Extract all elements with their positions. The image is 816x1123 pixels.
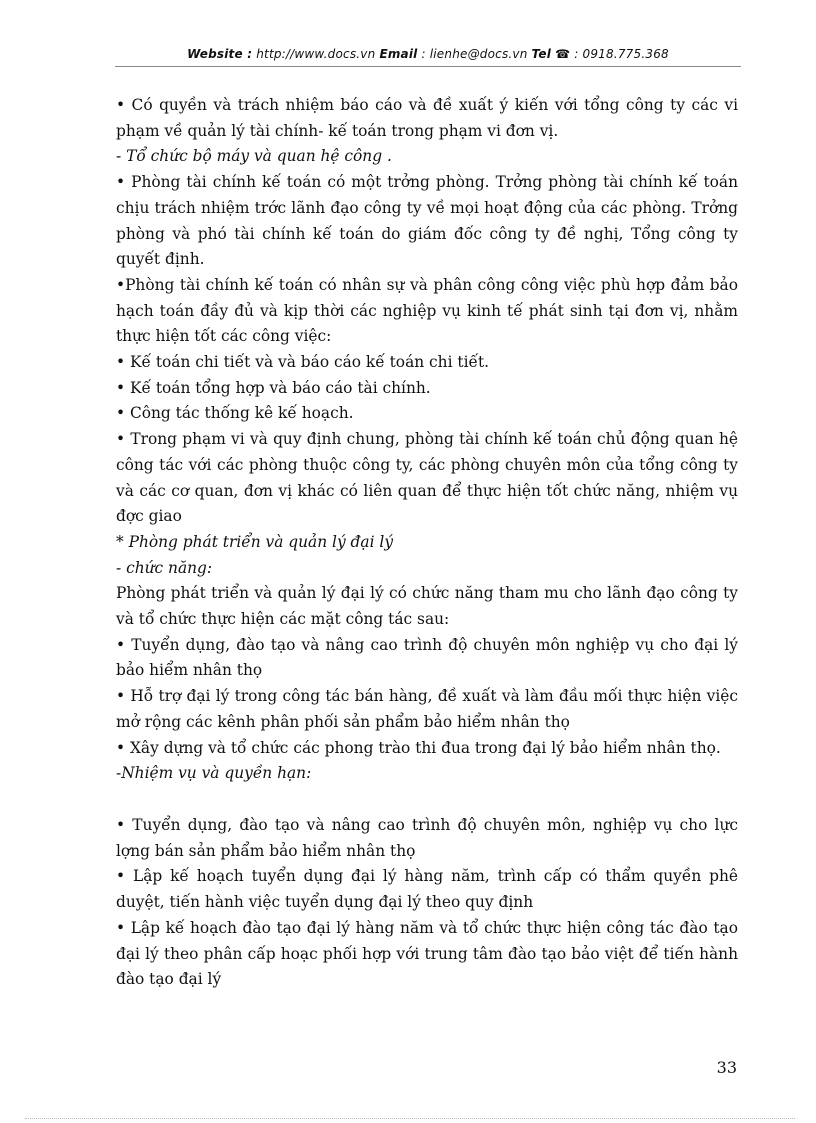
phone-icon: ☎ xyxy=(555,47,571,61)
paragraph: •Phòng tài chính kế toán có nhân sự và phân công công việc phù hợp đảm bảo hạch toán đầy đủ và kịp thời các nghiệp vụ kinh tế phát sinh tại đơn vị, nhằm thực hiện tốt các công việc: xyxy=(116,275,738,346)
header-divider xyxy=(115,66,741,67)
list-item: • Lập kế hoạch tuyển dụng đại lý hàng năm, trình cấp có thẩm quyền phê duyệt, tiến hành việc tuyển dụng đại lý theo quy định xyxy=(116,867,738,912)
paragraph: Phòng phát triển và quản lý đại lý có chức năng tham mu cho lãnh đạo công ty và tổ chức thực hiện các mặt công tác sau: xyxy=(116,584,738,629)
page-number: 33 xyxy=(716,1058,737,1077)
list-item: • Kế toán chi tiết và và báo cáo kế toán chi tiết. xyxy=(116,353,490,372)
list-item: • Công tác thống kê kế hoạch. xyxy=(116,404,354,423)
subsection-heading: -Nhiệm vụ và quyền hạn: xyxy=(116,764,312,783)
list-item: • Lập kế hoạch đào tạo đại lý hàng năm và tổ chức thực hiện công tác đào tạo đại lý theo phân cấp hoạc phối hợp với trung tâm đào tạo bảo việt để tiến hành đào tạo đại lý xyxy=(116,918,738,989)
list-item: • Hỗ trợ đại lý trong công tác bán hàng, đề xuất và làm đầu mối thực hiện việc mở rộng các kênh phân phối sản phẩm bảo hiểm nhân thọ xyxy=(116,687,738,731)
subsection-heading: - chức năng: xyxy=(116,558,213,577)
list-item: • Tuyển dụng, đào tạo và nâng cao trình độ chuyên môn nghiệp vụ cho đại lý bảo hiểm nhân thọ xyxy=(116,635,738,680)
list-item: • Tuyển dụng, đào tạo và nâng cao trình độ chuyên môn, nghiệp vụ cho lực lợng bán sản phẩm bảo hiểm nhân thọ xyxy=(116,815,738,860)
section-heading: - Tổ chức bộ máy và quan hệ công . xyxy=(116,147,392,166)
email-value[interactable]: : lienhe@docs.vn xyxy=(421,47,528,61)
website-label: Website : xyxy=(187,47,253,61)
email-label: Email xyxy=(379,47,418,61)
footer-divider xyxy=(25,1118,795,1119)
list-item: • Kế toán tổng hợp và báo cáo tài chính. xyxy=(116,378,431,397)
document-body xyxy=(116,93,738,993)
paragraph: • Có quyền và trách nhiệm báo cáo và đề xuất ý kiến với tổng công ty các vi phạm về quản lý tài chính- kế toán trong phạm vi đơn vị. xyxy=(116,96,738,140)
paragraph: • Phòng tài chính kế toán có một trởng phòng. Trởng phòng tài chính kế toán chịu trách nhiệm trớc lãnh đạo công ty về mọi hoạt động của các phòng. Trởng phòng và phó tài chính kế toán do giám đốc công ty đề nghị, Tổng công ty quyết định. xyxy=(116,173,738,269)
tel-label: Tel xyxy=(531,47,552,61)
paragraph: • Trong phạm vi và quy định chung, phòng tài chính kế toán chủ động quan hệ công tác với các phòng thuộc công ty, các phòng chuyên môn của tổng công ty và các cơ quan, đơn vị khác có liên quan để thực hiện tốt chức năng, nhiệm vụ đợc giao xyxy=(116,430,738,526)
tel-value: : 0918.775.368 xyxy=(574,47,669,61)
section-heading: * Phòng phát triển và quản lý đại lý xyxy=(116,532,394,551)
list-item: • Xây dựng và tổ chức các phong trào thi đua trong đại lý bảo hiểm nhân thọ. xyxy=(116,738,721,757)
page-header xyxy=(115,47,741,61)
website-url[interactable]: http://www.docs.vn xyxy=(256,47,376,61)
blank-line xyxy=(116,787,738,813)
